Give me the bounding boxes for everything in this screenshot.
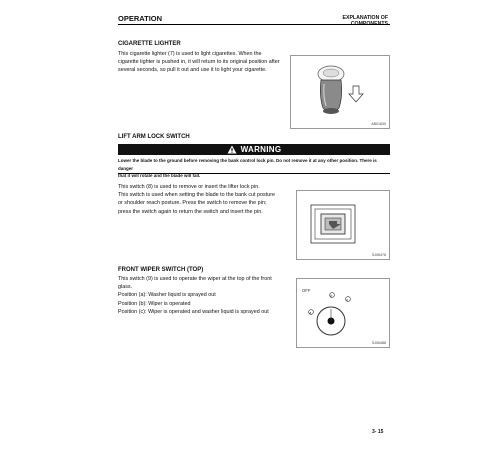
lift-arm-lock-title: LIFT ARM LOCK SWITCH (118, 134, 190, 140)
text-line: This switch (8) is used to remove or insert the lifter lock pin. (118, 184, 260, 190)
text-line: cigarette lighter is pushed in, it will return to its original position after (118, 59, 280, 66)
cigarette-lighter-text (118, 50, 288, 75)
front-wiper-text (118, 275, 298, 316)
text-line: several seconds, so pull it out and use it to light your cigarette. (118, 67, 267, 74)
figure-id: SJ06476 (371, 253, 386, 257)
page-number: 3- 15 (372, 429, 384, 435)
warning-text (118, 157, 390, 180)
text-line: Position (c): Wiper is operated and washer liquid is sprayed out (118, 308, 269, 315)
warning-label: WARNING (240, 145, 282, 154)
warning-triangle-icon (227, 145, 237, 154)
text-line: This switch (9) is used to operate the wiper at the top of the front (118, 276, 272, 282)
figure-id: AB01830 (371, 122, 386, 126)
text-line: that it will rotate and the blade will fall. (118, 173, 201, 178)
dial-label-a: a (309, 311, 312, 315)
cigarette-lighter-figure (290, 55, 390, 129)
lift-arm-lock-text (118, 183, 293, 216)
figure-id: SJ06488 (371, 341, 386, 345)
lock-switch-illustration (297, 191, 389, 259)
header-chapter-title: EXPLANATION OF COMPONENTS (342, 15, 388, 27)
push-arrow-icon (349, 86, 363, 102)
text-line: glass. (118, 284, 133, 291)
warning-banner (118, 144, 390, 155)
dial-label-b: b (330, 293, 333, 298)
text-line: Lower the blade to the ground before removing the bank control lock pin. Do not remove it at any other position. There is danger (118, 158, 377, 171)
front-wiper-title: FRONT WIPER SWITCH (TOP) (118, 267, 204, 273)
dial-label-off: OFF (302, 288, 311, 293)
text-line: Position (a): Washer liquid is sprayed out (118, 292, 216, 299)
text-line: Position (b): Wiper is operated (118, 300, 191, 307)
text-line: or shoulder reach posture. Press the switch to remove the pin; (118, 200, 267, 207)
warning-divider (118, 173, 390, 174)
text-line: This cigarette lighter (7) is used to light cigarettes. When the (118, 51, 262, 57)
header-section-title: OPERATION (118, 14, 163, 23)
cigarette-lighter-illustration (291, 56, 389, 128)
cigarette-lighter-title: CIGARETTE LIGHTER (118, 41, 181, 47)
text-line: This switch is used when setting the blade to the bank cut posture (118, 192, 276, 199)
text-line: press the switch again to return the switch and insert the pin. (118, 208, 263, 215)
lift-arm-lock-figure (296, 190, 390, 260)
dial-label-c: c (346, 297, 349, 302)
header-divider (118, 24, 390, 25)
front-wiper-figure (296, 278, 390, 348)
